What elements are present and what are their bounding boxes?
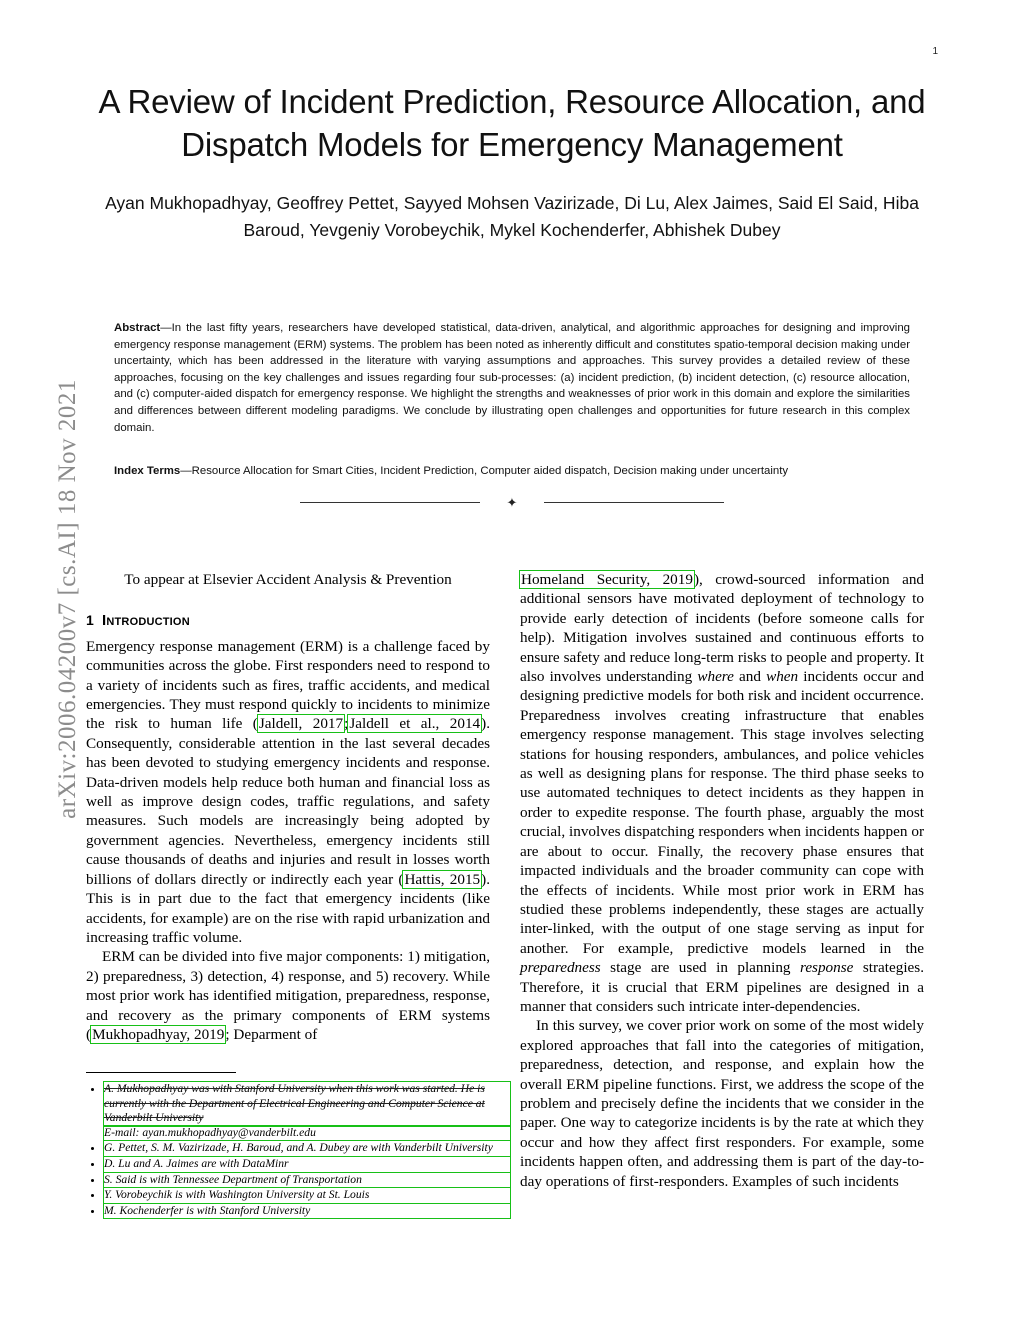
list-item — [104, 1157, 510, 1172]
footnote-rule — [86, 1072, 236, 1073]
list-item — [104, 1204, 510, 1219]
footnote-email[interactable]: E-mail: ayan.mukhopadhyay@vanderbilt.edu — [104, 1126, 510, 1141]
citation-jaldell-2017[interactable]: Jaldell, 2017 — [258, 715, 344, 733]
footnote-author-affiliation-3[interactable]: • D. Lu and A. Jaimes are with DataMinr — [104, 1157, 510, 1172]
footnote-author-affiliation-4[interactable]: • S. Said is with Tennessee Department of Transportation — [104, 1173, 510, 1188]
par1-text-a: Emergency response management (ERM) is a challenge faced by communities across the globe. First responders need to respond to a variety of incidents such as fires, traffic accidents, and medical emergencies. They must respond quickly to incidents to minimize the risk to human life ( — [86, 637, 490, 733]
citation-homeland-security-2019[interactable]: Homeland Security, 2019 — [521, 571, 693, 588]
left-column — [86, 570, 490, 1044]
right-column — [520, 570, 924, 1191]
emphasis-response: response — [799, 959, 854, 977]
right-par1-e: strategies. Therefore, it is crucial that ERM pipelines are designed in a manner that considers such intricate inter-dependencies. — [520, 959, 925, 1015]
emphasis-preparedness: preparedness — [520, 959, 601, 977]
arxiv-identifier-stamp: arXiv:2006.04200v7 [cs.AI] 18 Nov 2021 — [54, 379, 81, 819]
index-terms-label: Index Terms — [114, 465, 181, 477]
paragraph-intro-2 — [86, 947, 490, 1044]
section-divider — [300, 495, 724, 509]
right-par1-d: stage are used in planning — [600, 959, 800, 977]
par2-text-b: ; Deparment of — [225, 1025, 318, 1043]
abstract-text: —In the last fifty years, researchers have developed statistical, data-driven, analytical, and algorithmic approaches for designing and improving emergency response management (ERM) systems. The problem has been noted as inherently difficult and constitutes spatio-temporal decision making under uncertainty, which has been addressed in the literature with varying assumptions and approaches. This survey provides a detailed review of these approaches, focusing on the key challenges and issues regarding four sub-processes: (a) incident prediction, (b) incident detection, (c) resource allocation, and (c) computer-aided dispatch for emergency response. We highlight the strengths and weaknesses of prior work in this domain and explore the similarities and differences between different modeling paradigms. We conclude by illustrating open challenges and opportunities for future research in this complex domain. — [114, 322, 910, 434]
section-title: Introduction — [102, 612, 190, 630]
index-terms-text: —Resource Allocation for Smart Cities, Incident Prediction, Computer aided dispatch, Decision making under uncertainty — [180, 465, 789, 477]
index-terms — [114, 463, 910, 480]
footnote-author-affiliation-2[interactable]: • G. Pettet, S. M. Vazirizade, H. Baroud, and A. Dubey are with Vanderbilt University — [104, 1141, 510, 1156]
right-par1-b: and — [733, 668, 767, 686]
par1-sep: ; — [344, 715, 349, 733]
list-item — [104, 1141, 510, 1156]
right-par1-c: incidents occur and designing predictive models for both risk and incident occurrence. Preparedness involves creating infrastructure that enables emergency response management. This stage involves selecting stations for housing responders, ambulances, and police vehicles as well as designing plans for response. The third phase seeks to use automated techniques to detect incidents as they happen in order to expedite response. The fourth phase, arguably the most crucial, involves dispatching responders when incidents happen or are about to occur. Finally, the recovery phase ensures that impacted individuals and the broader community can cope with the effects of incidents. While most prior work in ERM has studied these problems independently, these stages are actually inter-linked, with the output of one stage serving as input for another. For example, predictive models learned in the — [520, 668, 924, 957]
footnote-author-affiliation-1[interactable]: • A. Mukhopadhyay was with Stanford University when this work was started. He is currently with the Department of Electrical Engineering and Computer Science at Vanderbilt University — [104, 1082, 510, 1126]
paragraph-right-1 — [520, 570, 924, 1016]
page-number: 1 — [932, 46, 938, 57]
list-item — [104, 1173, 510, 1188]
list-item — [104, 1082, 510, 1140]
emphasis-when: when — [766, 668, 799, 686]
citation-mukhopadhyay-2019[interactable]: Mukhopadhyay, 2019 — [92, 1025, 225, 1043]
right-par1-a: ), crowd-sourced information and additional sensors have motivated deployment of technology to provide early detection of incidents (before someone calls for help). Mitigation involves sustained and continuous efforts to ensure safety and reduce long-term risks to people and property. It also involves understanding — [520, 571, 925, 686]
abstract-label: Abstract — [114, 322, 161, 334]
divider-rule-left — [300, 502, 480, 503]
citation-jaldell-et-al-2014[interactable]: Jaldell et al., 2014 — [349, 715, 481, 733]
section-heading-introduction — [86, 611, 490, 630]
diamond-icon: ✦ — [506, 494, 518, 510]
emphasis-where: where — [697, 668, 734, 686]
footnote-author-affiliation-5[interactable]: • Y. Vorobeychik is with Washington University at St. Louis — [104, 1188, 510, 1203]
list-item — [104, 1188, 510, 1203]
par2-text-a: ERM can be divided into five major components: 1) mitigation, 2) preparedness, 3) detection, 4) response, and 5) recovery. While most prior work has identified mitigation, preparedness, response, and recovery as the primary components of ERM systems ( — [86, 948, 490, 1043]
par1-text-d: ). This is in part due to the fact that emergency incidents (like accidents, for example) are on the rise with rapid urbanization and increasing traffic volume. — [86, 870, 490, 946]
divider-rule-right — [544, 502, 724, 503]
footnote-block — [86, 1082, 510, 1219]
to-appear-note: To appear at Elsevier Accident Analysis & Prevention — [124, 571, 452, 588]
page-title: A Review of Incident Prediction, Resource Allocation, and Dispatch Models for Emergency Management — [98, 83, 926, 163]
title-block — [86, 80, 938, 244]
footnote-author-affiliation-6[interactable]: • M. Kochenderfer is with Stanford University — [104, 1204, 510, 1219]
abstract — [114, 320, 910, 436]
section-number: 1 — [86, 612, 94, 629]
paragraph-right-2: In this survey, we cover prior work on some of the most widely explored approaches that fall into the categories of mitigation, preparedness, detection, and response, and explain how the overall ERM pipeline functions. First, we address the scope of the problem and precisely define the incidents that we consider in the paper. One way to categorize incidents is by the rate at which they occur and how they affect first responders. For example, some incidents happen often, and addressing them is part of the day-to-day operations of first-responders. Examples of such incidents — [520, 1017, 924, 1190]
par1-text-c: ). Consequently, considerable attention in the last several decades has been devoted to studying emergency incidents and response. Data-driven models help reduce both human and financial loss as well as improve design codes, traffic regulations, and safety measures. Such models are increasingly being adopted by government agencies. Nevertheless, emergency incidents still cause thousands of deaths and injuries and result in losses worth billions of dollars directly or indirectly each year ( — [86, 715, 490, 888]
citation-hattis-2015[interactable]: Hattis, 2015 — [404, 870, 481, 888]
author-list: Ayan Mukhopadhyay, Geoffrey Pettet, Sayyed Mohsen Vazirizade, Di Lu, Alex Jaimes, Said El Said, Hiba Baroud, Yevgeniy Vorobeychik, Mykel Kochenderfer, Abhishek Dubey — [105, 193, 919, 240]
paragraph-intro-1 — [86, 637, 490, 948]
